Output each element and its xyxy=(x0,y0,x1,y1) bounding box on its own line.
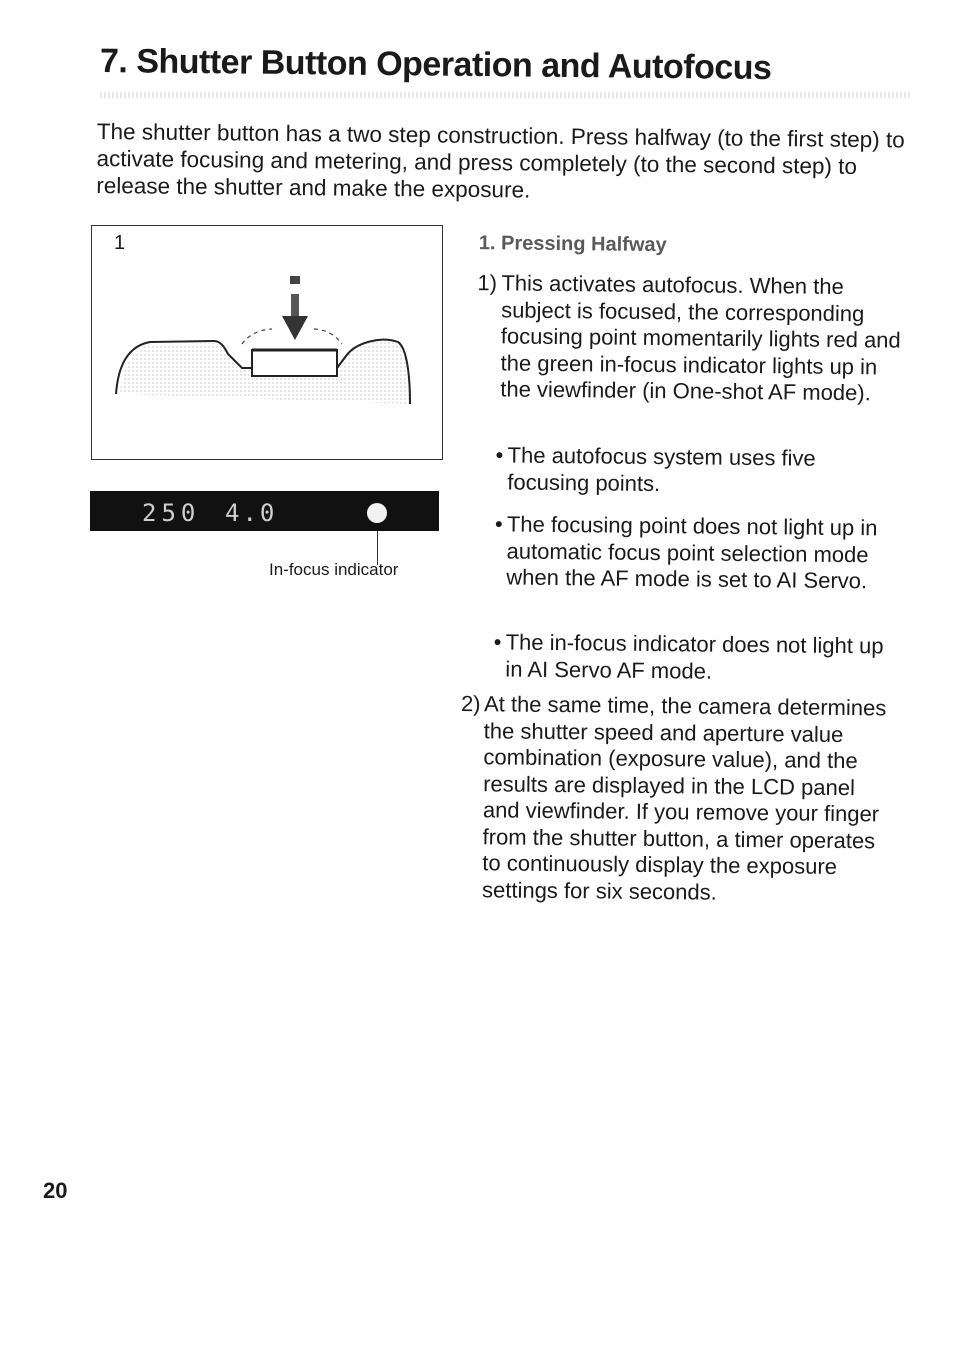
lcd-shutter-speed: 250 xyxy=(142,499,201,527)
shutter-figure xyxy=(91,225,443,460)
bullet-text: The in-focus indicator does not light up in AI Servo AF mode. xyxy=(505,629,884,684)
figure-number: 1 xyxy=(114,232,126,254)
page-number: 20 xyxy=(43,1178,68,1203)
lcd-display xyxy=(90,491,439,531)
list-text: This activates autofocus. When the subject is focused, the corresponding focusing point momentarily lights red and the green in-focus indicator lights up in the viewfinder (in One-shot AF mode). xyxy=(500,270,901,406)
section-heading: 1. Pressing Halfway xyxy=(478,232,667,257)
bullet-1: • The autofocus system uses five focusing points. xyxy=(495,442,901,499)
bullet-3: • The in-focus indicator does not light up in AI Servo AF mode. xyxy=(493,629,899,686)
title-underline xyxy=(100,92,912,98)
viewfinder-lcd xyxy=(90,491,439,531)
intro-paragraph: The shutter button has a two step construction. Press halfway (to the first step) to activate focusing and metering, and press completely (to the second step) to release the shutter and make the exposure. xyxy=(96,118,905,203)
in-focus-indicator-dot xyxy=(367,503,387,523)
list-item-2 xyxy=(459,691,898,908)
bullet-text: The autofocus system uses five focusing points. xyxy=(507,442,816,496)
list-text: At the same time, the camera determines the shutter speed and aperture value combination (exposure value), and the results are displayed in the LCD panel and viewfinder. If you remove your finger from the shutter button, a timer operates to continuously display the exposure settings for six seconds. xyxy=(481,691,887,905)
bullet-text: The focusing point does not light up in automatic focus point selection mode when the AF mode is set to AI Servo. xyxy=(506,511,878,594)
shutter-button-illustration xyxy=(92,226,444,461)
list-number: 2) xyxy=(460,691,481,717)
section-pressing-halfway xyxy=(460,228,912,905)
lcd-aperture: 4.0 xyxy=(225,499,278,527)
page-title: 7. Shutter Button Operation and Autofocus xyxy=(99,42,772,88)
bullet-2: • The focusing point does not light up in automatic focus point selection mode when the AF mode is set to AI Servo. xyxy=(494,511,900,595)
list-number: 1) xyxy=(477,270,498,296)
list-item-1 xyxy=(476,270,902,407)
in-focus-indicator-label: In-focus indicator xyxy=(269,560,399,579)
